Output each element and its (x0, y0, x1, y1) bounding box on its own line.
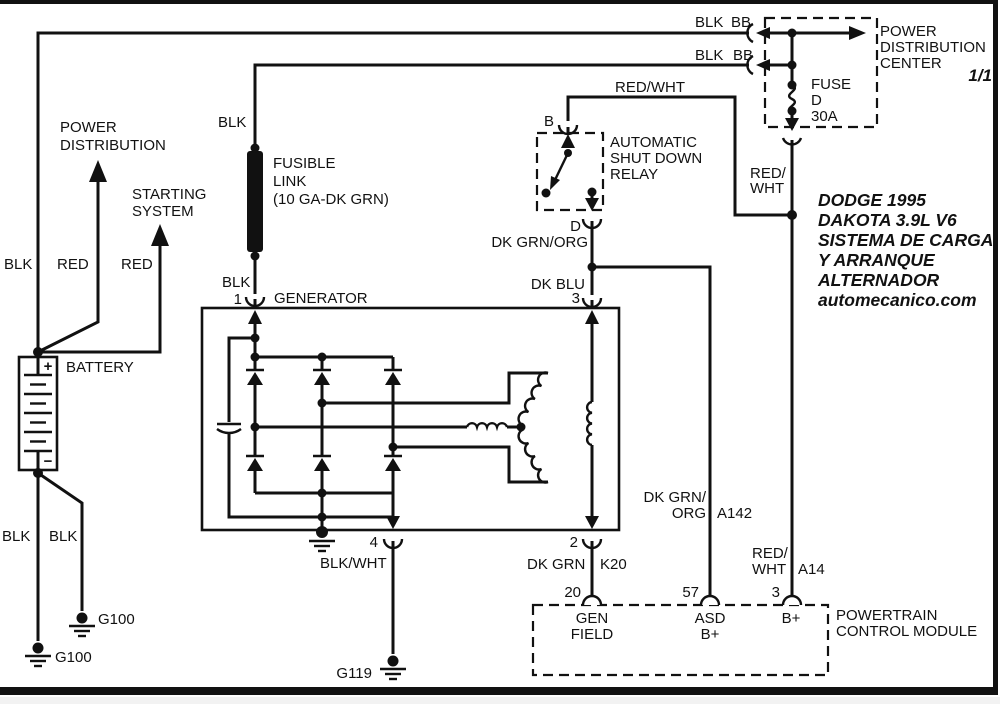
generator-pin-1: 1 (233, 291, 242, 308)
relay-contact-dot-right (588, 188, 597, 197)
relay-name-1: AUTOMATIC (610, 134, 697, 151)
battery-minus: − (43, 453, 53, 470)
fusible-link (247, 151, 389, 252)
phase1-coil (467, 423, 507, 427)
pdc-name-2: DISTRIBUTION (880, 39, 986, 56)
relay-pin-b: B (543, 113, 554, 130)
ref-starting-1: STARTING (132, 186, 207, 203)
label-bb-mid: BB (733, 47, 754, 64)
fuse-label: FUSE (811, 76, 852, 93)
connectors (246, 24, 801, 548)
generator-pin-4: 4 (369, 534, 378, 551)
pcm-pin20-connector (583, 596, 601, 605)
pcm-pin-20: 20 (564, 584, 581, 601)
title-block (817, 190, 993, 310)
field-coil (587, 402, 592, 445)
generator-label: GENERATOR (274, 290, 368, 307)
wiring (38, 33, 851, 654)
border-top (0, 0, 998, 4)
generator-pin-2: 2 (569, 534, 578, 551)
generator-pin-3: 3 (571, 290, 580, 307)
ground-g119 (336, 656, 406, 683)
label-red-power: RED (57, 256, 89, 273)
phase3-coil (519, 430, 548, 482)
battery-label: BATTERY (66, 359, 134, 376)
label-dk-blu: DK BLU (530, 276, 585, 293)
border-bottom (0, 687, 998, 695)
wire-dk-grn-org-pcm (592, 267, 710, 596)
label-red-wht-fuse-a: RED/ (750, 165, 786, 182)
power-dist-arrow (89, 160, 107, 182)
title-line-2: DAKOTA 3.9L V6 (818, 210, 957, 230)
label-dk-grn-org-b: ORG (671, 505, 706, 522)
system-references (60, 119, 206, 220)
phase2-lead (322, 373, 548, 403)
label-red-wht-pcm-a: RED/ (752, 545, 788, 562)
relay-contact-dot-left (542, 189, 551, 198)
label-a14: A14 (798, 561, 825, 578)
title-line-1: DODGE 1995 (818, 190, 926, 210)
diodes (246, 370, 402, 471)
pcm-pin57-label-2: B+ (700, 626, 720, 643)
label-dk-grn-org-a: DK GRN/ (643, 489, 706, 506)
connector-male-top (756, 27, 770, 39)
label-red-starting: RED (121, 256, 153, 273)
label-dk-grn-org: DK GRN/ORG (491, 234, 588, 251)
pdc-name-1: POWER (880, 23, 937, 40)
arrowheads (89, 26, 866, 529)
ref-power-1: POWER (60, 119, 117, 136)
pdc-out-arrow (849, 26, 866, 40)
relay-name-2: SHUT DOWN (610, 150, 703, 167)
wire-labels (2, 14, 825, 578)
g100-right-label: G100 (98, 611, 135, 628)
battery (19, 357, 134, 470)
g100-left-label: G100 (55, 649, 92, 666)
pdc-name-3: CENTER (880, 55, 942, 72)
page-margin (0, 697, 1000, 704)
fuse-rating: 30A (811, 108, 838, 125)
border-right (993, 0, 998, 695)
generator (202, 290, 619, 551)
fusible-link-label-2: LINK (273, 173, 307, 190)
battery-plus: + (43, 358, 53, 375)
label-red-wht-fuse-b: WHT (750, 180, 785, 197)
title-line-3: SISTEMA DE CARGA (818, 230, 994, 250)
title-line-4: Y ARRANQUE (818, 250, 935, 270)
ground-g100-right (69, 611, 135, 636)
pcm-pin57-connector (701, 596, 719, 605)
title-website: automecanico.com (818, 290, 977, 310)
label-blk-battery: BLK (4, 256, 33, 273)
gen1-arrow (248, 310, 262, 324)
fuse-id: D (811, 92, 822, 109)
ground-g100-left (25, 643, 92, 667)
label-blk-top: BLK (695, 14, 724, 31)
starting-sys-arrow (151, 224, 169, 246)
relay-switch-arm (554, 153, 568, 182)
connector-male-mid (756, 59, 770, 71)
pcm-pin3-label: B+ (781, 610, 801, 627)
relay-arm-arrow (550, 176, 560, 190)
battery-plates (24, 375, 52, 451)
relay-b-arrow (561, 134, 575, 148)
title-line-5: ALTERNADOR (818, 270, 940, 290)
label-dk-grn: DK GRN (527, 556, 586, 573)
gen3-arrow (585, 310, 599, 324)
fusible-link-body (247, 151, 263, 252)
phase2-coil (519, 373, 548, 425)
label-blk-gnd-left: BLK (2, 528, 31, 545)
label-red-wht-pcm-b: WHT (752, 561, 787, 578)
stator-winding (255, 373, 548, 483)
pcm-pin20-label-2: FIELD (570, 626, 614, 643)
label-blk-wht: BLK/WHT (320, 555, 387, 572)
label-blk-gnd-right: BLK (49, 528, 78, 545)
pcm-name-1: POWERTRAIN (836, 607, 938, 624)
generator-box (202, 308, 619, 530)
fusible-link-label-1: FUSIBLE (273, 155, 336, 172)
pcm-name-2: CONTROL MODULE (836, 623, 978, 640)
fusible-link-label-3: (10 GA-DK GRN) (273, 191, 389, 208)
label-bb-top: BB (731, 14, 752, 31)
fuse-exit-arrow (785, 118, 799, 131)
relay-name-3: RELAY (610, 166, 659, 183)
label-k20: K20 (600, 556, 627, 573)
label-blk-mid: BLK (695, 47, 724, 64)
cap-plate-bottom (217, 429, 241, 433)
ref-power-2: DISTRIBUTION (60, 137, 166, 154)
powertrain-control-module (533, 584, 977, 675)
label-red-wht-relay: RED/WHT (615, 79, 685, 96)
pcm-pin3-connector (783, 596, 801, 605)
label-a142: A142 (717, 505, 753, 522)
ref-starting-2: SYSTEM (132, 203, 194, 220)
pcm-pin20-label-1: GEN (575, 610, 609, 627)
label-blk-link-top: BLK (218, 114, 247, 131)
pcm-pin-3: 3 (771, 584, 780, 601)
g119-label: G119 (336, 665, 372, 682)
pcm-pin-57: 57 (682, 584, 699, 601)
label-blk-link-bottom: BLK (222, 274, 251, 291)
relay-pin-d: D (570, 218, 581, 235)
page-indicator: 1/1 (968, 66, 992, 85)
pcm-pin57-label-1: ASD (694, 610, 726, 627)
field-winding (587, 324, 592, 516)
gen2-arrow (585, 516, 599, 529)
